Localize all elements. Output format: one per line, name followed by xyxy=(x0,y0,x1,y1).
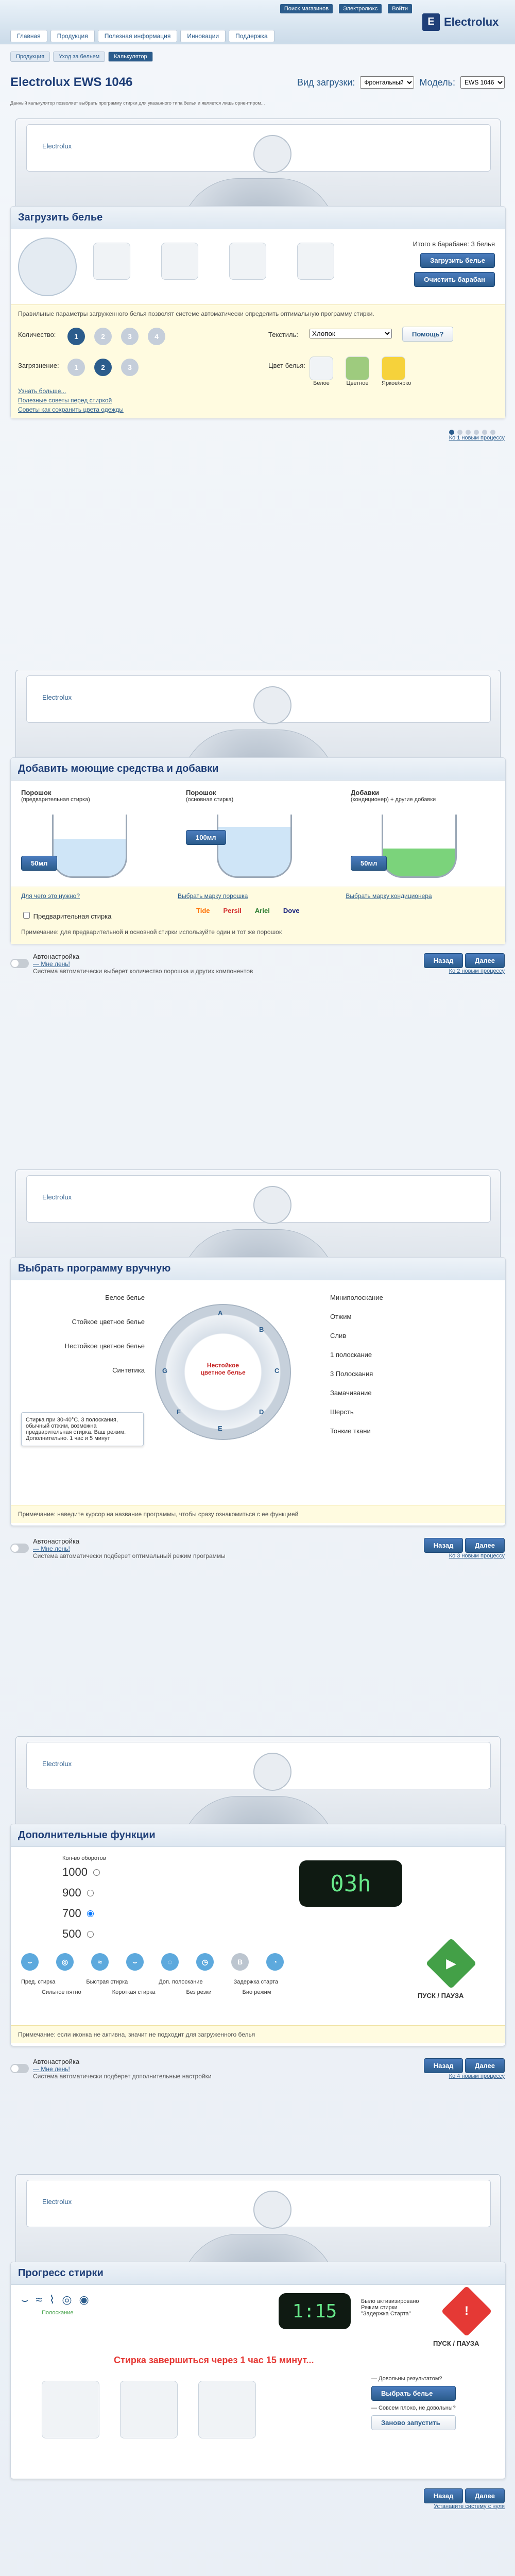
function-labels-bottom xyxy=(42,1989,271,1995)
cup-title: Добавки xyxy=(351,789,380,796)
function-label: Без резки xyxy=(186,1989,212,1995)
back-button[interactable]: Назад xyxy=(424,953,464,968)
nav-bar xyxy=(10,2483,505,2514)
back-button[interactable]: Назад xyxy=(424,2058,464,2073)
extra-rinse-icon[interactable]: ≈ xyxy=(91,1953,109,1971)
shirt-bright-icon xyxy=(382,357,405,380)
load-type-label: Вид загрузки: xyxy=(297,77,355,88)
cup-title: Порошок xyxy=(21,789,52,796)
prewash-checkbox-label[interactable] xyxy=(21,910,111,920)
no-spin-icon[interactable]: ◌ xyxy=(161,1953,179,1971)
clear-drum-button[interactable]: Очистить барабан xyxy=(414,272,495,287)
brand-logo[interactable]: Tide xyxy=(196,907,210,914)
start-pause-label: ПУСК / ПАУЗА xyxy=(418,1992,464,1999)
progress-dots xyxy=(449,430,505,435)
choice-links xyxy=(21,892,432,900)
top-link[interactable]: Поиск магазинов xyxy=(280,4,333,13)
electrolux-logo-icon: E xyxy=(422,13,440,31)
model-label: Модель: xyxy=(419,77,455,88)
program-note: Примечание: наведите курсор на название программы, чтобы сразу ознакомиться с ее функцией xyxy=(11,1505,505,1523)
progress-dot xyxy=(482,430,487,435)
start-pause-label: ПУСК / ПАУЗА xyxy=(433,2340,479,2347)
short-wash-icon[interactable]: ⌣ xyxy=(126,1953,144,1971)
speed-label: Кол-во оборотов xyxy=(62,1855,106,1861)
stage-end-icon: ◉ xyxy=(79,2293,89,2306)
next-button[interactable]: Далее xyxy=(465,2058,505,2073)
step-text[interactable]: Ко 1 новым процессу xyxy=(449,435,505,441)
machine-brand: Electrolux xyxy=(42,1193,72,1201)
lcd-note: Было активизировано Режим стирки "Задержка Старта" xyxy=(361,2298,419,2317)
progress-dot xyxy=(449,430,454,435)
quantity-option[interactable]: 2 xyxy=(94,328,112,345)
machine-dial xyxy=(253,1186,291,1224)
choose-laundry-button[interactable]: Выбрать белье xyxy=(371,2386,456,2401)
machine-dial xyxy=(253,686,291,724)
brand-logo[interactable]: Dove xyxy=(283,907,300,914)
step-text[interactable]: Устанавите систему с нуля xyxy=(434,2503,505,2510)
speed-option[interactable] xyxy=(62,1866,101,1879)
step-box xyxy=(424,1538,505,1559)
stage-icons xyxy=(21,2293,89,2307)
color-option-colored[interactable] xyxy=(346,357,369,386)
auto-setup-bar xyxy=(10,1533,505,1564)
auto-setup-info xyxy=(33,2058,212,2080)
cup-value[interactable]: 100мл xyxy=(186,830,226,845)
speed-radio[interactable] xyxy=(87,1931,94,1938)
function-label: Доп. полоскание xyxy=(159,1979,203,1985)
step-box xyxy=(424,2488,505,2510)
auto-setup-label: Автонастройка xyxy=(33,1537,80,1545)
auto-setup-toggle[interactable] xyxy=(10,2064,29,2073)
measuring-cup-icon xyxy=(52,815,127,878)
quick-wash-icon[interactable]: ◎ xyxy=(56,1953,74,1971)
auto-setup-info xyxy=(33,1537,226,1560)
measuring-cup-icon xyxy=(382,815,457,878)
brand-logos xyxy=(196,907,300,914)
stage-prewash-icon: ⌣ xyxy=(21,2293,29,2306)
cup-subtitle: (предварительная стирка) xyxy=(21,796,90,803)
capacity-buttons xyxy=(407,253,495,268)
next-button[interactable]: Далее xyxy=(465,1538,505,1553)
load-type-select[interactable] xyxy=(360,76,414,89)
machine-panel xyxy=(26,2180,491,2227)
color-option-white[interactable] xyxy=(310,357,333,386)
cup-subtitle: (кондиционер) + другие добавки xyxy=(351,796,436,803)
speed-value: 1000 xyxy=(62,1866,88,1878)
detergent-note: Примечание: для предварительной и основной стирки используйте один и тот же порошок xyxy=(21,928,282,936)
shirt-colored-icon xyxy=(346,357,369,380)
top-bar xyxy=(0,0,515,44)
nav-item[interactable]: Поддержка xyxy=(229,30,274,42)
load-laundry-button[interactable]: Загрузить белье xyxy=(420,253,495,268)
top-links xyxy=(280,4,412,13)
drum-icon xyxy=(18,238,77,296)
machine-panel xyxy=(26,675,491,723)
cup-title: Порошок xyxy=(186,789,216,796)
function-label: Быстрая стирка xyxy=(86,1979,128,1985)
step-box xyxy=(424,2058,505,2079)
fabric-select[interactable] xyxy=(310,329,392,338)
quantity-option[interactable]: 1 xyxy=(67,328,85,345)
section-title: Добавить моющие средства и добавки xyxy=(11,758,505,781)
shirt-icon[interactable] xyxy=(297,243,334,280)
step-indicator xyxy=(10,420,505,451)
dirt-option[interactable]: 3 xyxy=(121,359,139,376)
warning-text: Данный калькулятор позволяет выбрать программу стирки для указанного типа белья и является лишь ориентиром... xyxy=(10,100,265,106)
machine-panel xyxy=(26,124,491,172)
auto-setup-note: Система автоматически подберет дополнительные настройки xyxy=(33,2072,212,2080)
detergent-options xyxy=(11,887,505,944)
machine-dial xyxy=(253,2191,291,2229)
back-button[interactable]: Назад xyxy=(424,2488,464,2503)
dirt-options xyxy=(67,359,139,376)
powder-brand-link[interactable]: Выбрать марку порошка xyxy=(178,892,248,900)
speed-radio[interactable] xyxy=(87,1910,94,1917)
breadcrumb-item[interactable]: Продукция xyxy=(10,52,50,62)
speed-value: 900 xyxy=(62,1886,81,1899)
cup-mainwash xyxy=(186,789,330,882)
speed-value: 700 xyxy=(62,1907,81,1920)
brand-logo[interactable]: Persil xyxy=(223,907,242,914)
laundry-links xyxy=(18,387,124,413)
stage-wash-icon: ≈ xyxy=(36,2293,42,2306)
page-title: Electrolux EWS 1046 xyxy=(10,75,133,89)
step-text[interactable]: Ко 2 новым процессу xyxy=(449,968,505,974)
lcd-display: 1:15 xyxy=(279,2293,351,2329)
program-item[interactable]: Стойкое цветное белье xyxy=(72,1318,145,1326)
laundry-params xyxy=(11,304,505,418)
main-nav xyxy=(10,30,274,42)
cup-value[interactable]: 50мл xyxy=(351,856,387,871)
drum-capacity xyxy=(407,240,495,287)
progress-dot xyxy=(457,430,462,435)
section-progress xyxy=(10,2262,506,2479)
params-hint: Правильные параметры загруженного белья позволят системе автоматически определить оптимальную программу стирки. xyxy=(18,310,374,317)
dial-label: Нестойкое цветное белье xyxy=(200,1362,246,1376)
machine-brand: Electrolux xyxy=(42,142,72,150)
shirt-icon[interactable] xyxy=(93,243,130,280)
delay-start-icon[interactable]: ◷ xyxy=(196,1953,214,1971)
pause-icon: ! xyxy=(465,2304,469,2318)
progress-status: Стирка завершиться через 1 час 15 минут... xyxy=(114,2355,314,2365)
machine-brand: Electrolux xyxy=(42,2198,72,2206)
machine-panel xyxy=(26,1175,491,1223)
help-button[interactable]: Помощь? xyxy=(402,327,453,342)
programs-right xyxy=(330,1294,383,1435)
auto-setup-info xyxy=(33,953,253,975)
stage-spin-icon: ◎ xyxy=(62,2293,72,2306)
spin-speeds xyxy=(62,1866,101,1941)
progress-dot xyxy=(474,430,479,435)
logo-text: Electrolux xyxy=(444,15,499,28)
color-option-label: Белое xyxy=(313,380,330,386)
function-label: Сильное пятно xyxy=(42,1989,81,1995)
prewash-checkbox[interactable] xyxy=(23,912,30,919)
cup-subtitle: (основная стирка) xyxy=(186,796,234,803)
machine-brand: Electrolux xyxy=(42,1760,72,1768)
dial-letter: B xyxy=(259,1326,264,1333)
cup-additives xyxy=(351,789,495,882)
top-link[interactable]: Войти xyxy=(388,4,412,13)
step-text[interactable]: Ко 3 новым процессу xyxy=(449,1552,505,1559)
program-item[interactable]: 3 Полоскания xyxy=(330,1370,373,1378)
program-item[interactable]: Белое белье xyxy=(105,1294,145,1301)
step-text[interactable]: Ко 4 новым процессу xyxy=(449,2073,505,2079)
laundry-items xyxy=(93,243,334,280)
program-item[interactable]: Тонкие ткани xyxy=(330,1427,371,1435)
auto-setup-bar xyxy=(10,2053,505,2084)
shirt-icon[interactable] xyxy=(161,243,198,280)
why-link[interactable]: Для чего это нужно? xyxy=(21,892,80,900)
color-option-label: Цветное xyxy=(346,380,369,386)
auto-setup-note: Система автоматически выберет количество порошка и других компонентов xyxy=(33,967,253,975)
brand-logo[interactable]: Ariel xyxy=(254,907,270,914)
color-options xyxy=(310,357,411,386)
quantity-label: Количество: xyxy=(18,331,56,338)
section-title: Загрузить белье xyxy=(11,207,505,229)
auto-setup-toggle[interactable] xyxy=(10,1544,29,1553)
capacity-buttons-2 xyxy=(407,272,495,287)
back-button[interactable]: Назад xyxy=(424,1538,464,1553)
capacity-text: Итого в барабане: 3 белья xyxy=(413,240,495,248)
lazy-link[interactable]: — Мне лень! xyxy=(33,2065,70,2073)
shirt-result-icon xyxy=(198,2381,256,2438)
play-icon: ▶ xyxy=(446,1956,456,1971)
timer-icon[interactable]: ◔ xyxy=(266,1953,284,1971)
dirt-option[interactable]: 2 xyxy=(94,359,112,376)
section-program xyxy=(10,1257,506,1526)
function-buttons xyxy=(21,1953,284,1971)
cup-prewash xyxy=(21,789,165,882)
stage-label: Полоскание xyxy=(42,2310,74,2316)
section-title: Дополнительные функции xyxy=(11,1824,505,1847)
program-tooltip: Стирка при 30-40°С. 3 полоскания, обычный отжим, возможна предварительная стирка. Ваш режим. Дополнительно. 1 час и 5 минут xyxy=(21,1412,144,1446)
breadcrumb-item-current[interactable]: Калькулятор xyxy=(108,52,152,62)
dirt-label: Загрязнение: xyxy=(18,362,59,369)
cup-value[interactable]: 50мл xyxy=(21,856,57,871)
top-link[interactable]: Электролюкс xyxy=(339,4,382,13)
shirt-icon[interactable] xyxy=(229,243,266,280)
program-item[interactable]: 1 полоскание xyxy=(330,1351,372,1359)
shirt-result-icon xyxy=(120,2381,178,2438)
dial-letter: G xyxy=(162,1367,168,1375)
section-title: Выбрать программу вручную xyxy=(11,1258,505,1280)
section-title: Прогресс стирки xyxy=(11,2262,505,2285)
color-tips-link[interactable]: Советы как сохранить цвета одежды xyxy=(18,406,124,413)
auto-setup-bar xyxy=(10,948,505,979)
speed-radio[interactable] xyxy=(93,1869,100,1876)
function-label: Задержка старта xyxy=(233,1979,279,1985)
restart-button[interactable]: Заново запустить xyxy=(371,2415,456,2430)
program-dial[interactable] xyxy=(155,1304,291,1440)
start-pause-button[interactable] xyxy=(426,1938,477,1989)
section-extra-functions xyxy=(10,1824,506,2046)
dial-letter: A xyxy=(218,1309,223,1317)
breadcrumb-item[interactable]: Уход за бельем xyxy=(53,52,105,62)
step-box xyxy=(424,953,505,974)
dial-letter: F xyxy=(177,1408,181,1416)
start-pause-button[interactable] xyxy=(441,2286,492,2337)
cups-row xyxy=(21,789,495,882)
prewash-icon[interactable]: ⌣ xyxy=(21,1953,39,1971)
color-option-bright[interactable] xyxy=(382,357,411,386)
speed-option[interactable] xyxy=(62,1886,101,1900)
result-actions xyxy=(371,2376,456,2430)
step-box xyxy=(449,430,505,441)
speed-option[interactable] xyxy=(62,1927,101,1941)
model-selectors xyxy=(297,76,505,89)
next-button[interactable]: Далее xyxy=(465,2488,505,2503)
checkbox-text: Предварительная стирка xyxy=(33,912,112,920)
nav-item[interactable]: Полезная информация xyxy=(98,30,178,42)
machine-brand: Electrolux xyxy=(42,693,72,701)
dial-letter: D xyxy=(259,1408,264,1416)
auto-setup-label: Автонастройка xyxy=(33,952,80,960)
breadcrumb xyxy=(10,52,153,62)
program-item[interactable]: Замачивание xyxy=(330,1389,372,1397)
function-label: Пред. стирка xyxy=(21,1979,56,1985)
speed-radio[interactable] xyxy=(87,1890,94,1896)
nav-item[interactable]: Главная xyxy=(10,30,47,42)
machine-panel xyxy=(26,1742,491,1789)
functions-note: Примечание: если иконка не активна, значит не подходит для загруженного белья xyxy=(11,2025,505,2043)
quantity-option[interactable]: 4 xyxy=(148,328,165,345)
lazy-link[interactable]: — Мне лень! xyxy=(33,1545,70,1552)
next-button[interactable]: Далее xyxy=(465,953,505,968)
shirt-result-icon xyxy=(42,2381,99,2438)
auto-setup-label: Автонастройка xyxy=(33,2057,80,2065)
stage-rinse-icon: ⌇ xyxy=(49,2293,55,2306)
unsatisfied-text: — Совсем плохо, не довольны? xyxy=(371,2405,456,2411)
program-item[interactable]: Нестойкое цветное белье xyxy=(64,1342,145,1350)
function-label: Био режим xyxy=(242,1989,271,1995)
lcd-display: 03h xyxy=(299,1860,402,1907)
nav-item[interactable]: Инновации xyxy=(180,30,226,42)
program-item[interactable]: Синтетика xyxy=(112,1366,145,1374)
function-label: Короткая стирка xyxy=(112,1989,156,1995)
progress-shirts xyxy=(42,2381,256,2438)
machine-dial xyxy=(253,1753,291,1791)
program-item[interactable]: Шерсть xyxy=(330,1408,354,1416)
dial-letter: E xyxy=(218,1425,222,1432)
learn-more-link[interactable]: Узнать больше... xyxy=(18,387,66,395)
bio-icon[interactable]: B xyxy=(231,1953,249,1971)
section-detergents xyxy=(10,757,506,944)
speed-option[interactable] xyxy=(62,1907,101,1920)
color-label: Цвет белья: xyxy=(268,362,305,369)
color-option-label: Яркое/ярко xyxy=(382,380,411,386)
quantity-options xyxy=(67,328,165,345)
progress-dot xyxy=(466,430,471,435)
speed-value: 500 xyxy=(62,1927,81,1940)
softener-brand-link[interactable]: Выбрать марку кондиционера xyxy=(346,892,432,900)
dial-letter: C xyxy=(274,1367,280,1375)
dirt-option[interactable]: 1 xyxy=(67,359,85,376)
measuring-cup-icon xyxy=(217,815,292,878)
machine-dial xyxy=(253,135,291,173)
section-load-laundry xyxy=(10,206,506,418)
auto-setup-toggle[interactable] xyxy=(10,959,29,968)
model-select[interactable] xyxy=(460,76,505,89)
progress-dot xyxy=(490,430,495,435)
function-labels-top xyxy=(21,1979,278,1985)
shirt-white-icon xyxy=(310,357,333,380)
electrolux-logo[interactable] xyxy=(422,10,500,33)
satisfied-text: — Довольны результатом? xyxy=(371,2376,442,2382)
program-item[interactable]: Слив xyxy=(330,1332,347,1340)
programs-left xyxy=(42,1294,145,1374)
tips-link[interactable]: Полезные советы перед стиркой xyxy=(18,397,112,404)
auto-setup-note: Система автоматически подберет оптимальный режим программы xyxy=(33,1552,226,1560)
lazy-link[interactable]: — Мне лень! xyxy=(33,960,70,968)
nav-item[interactable]: Продукция xyxy=(50,30,95,42)
quantity-option[interactable]: 3 xyxy=(121,328,139,345)
fabric-label: Текстиль: xyxy=(268,331,298,338)
model-bar xyxy=(10,67,505,98)
program-item[interactable]: Миниполоскание xyxy=(330,1294,383,1301)
program-item[interactable]: Отжим xyxy=(330,1313,352,1320)
